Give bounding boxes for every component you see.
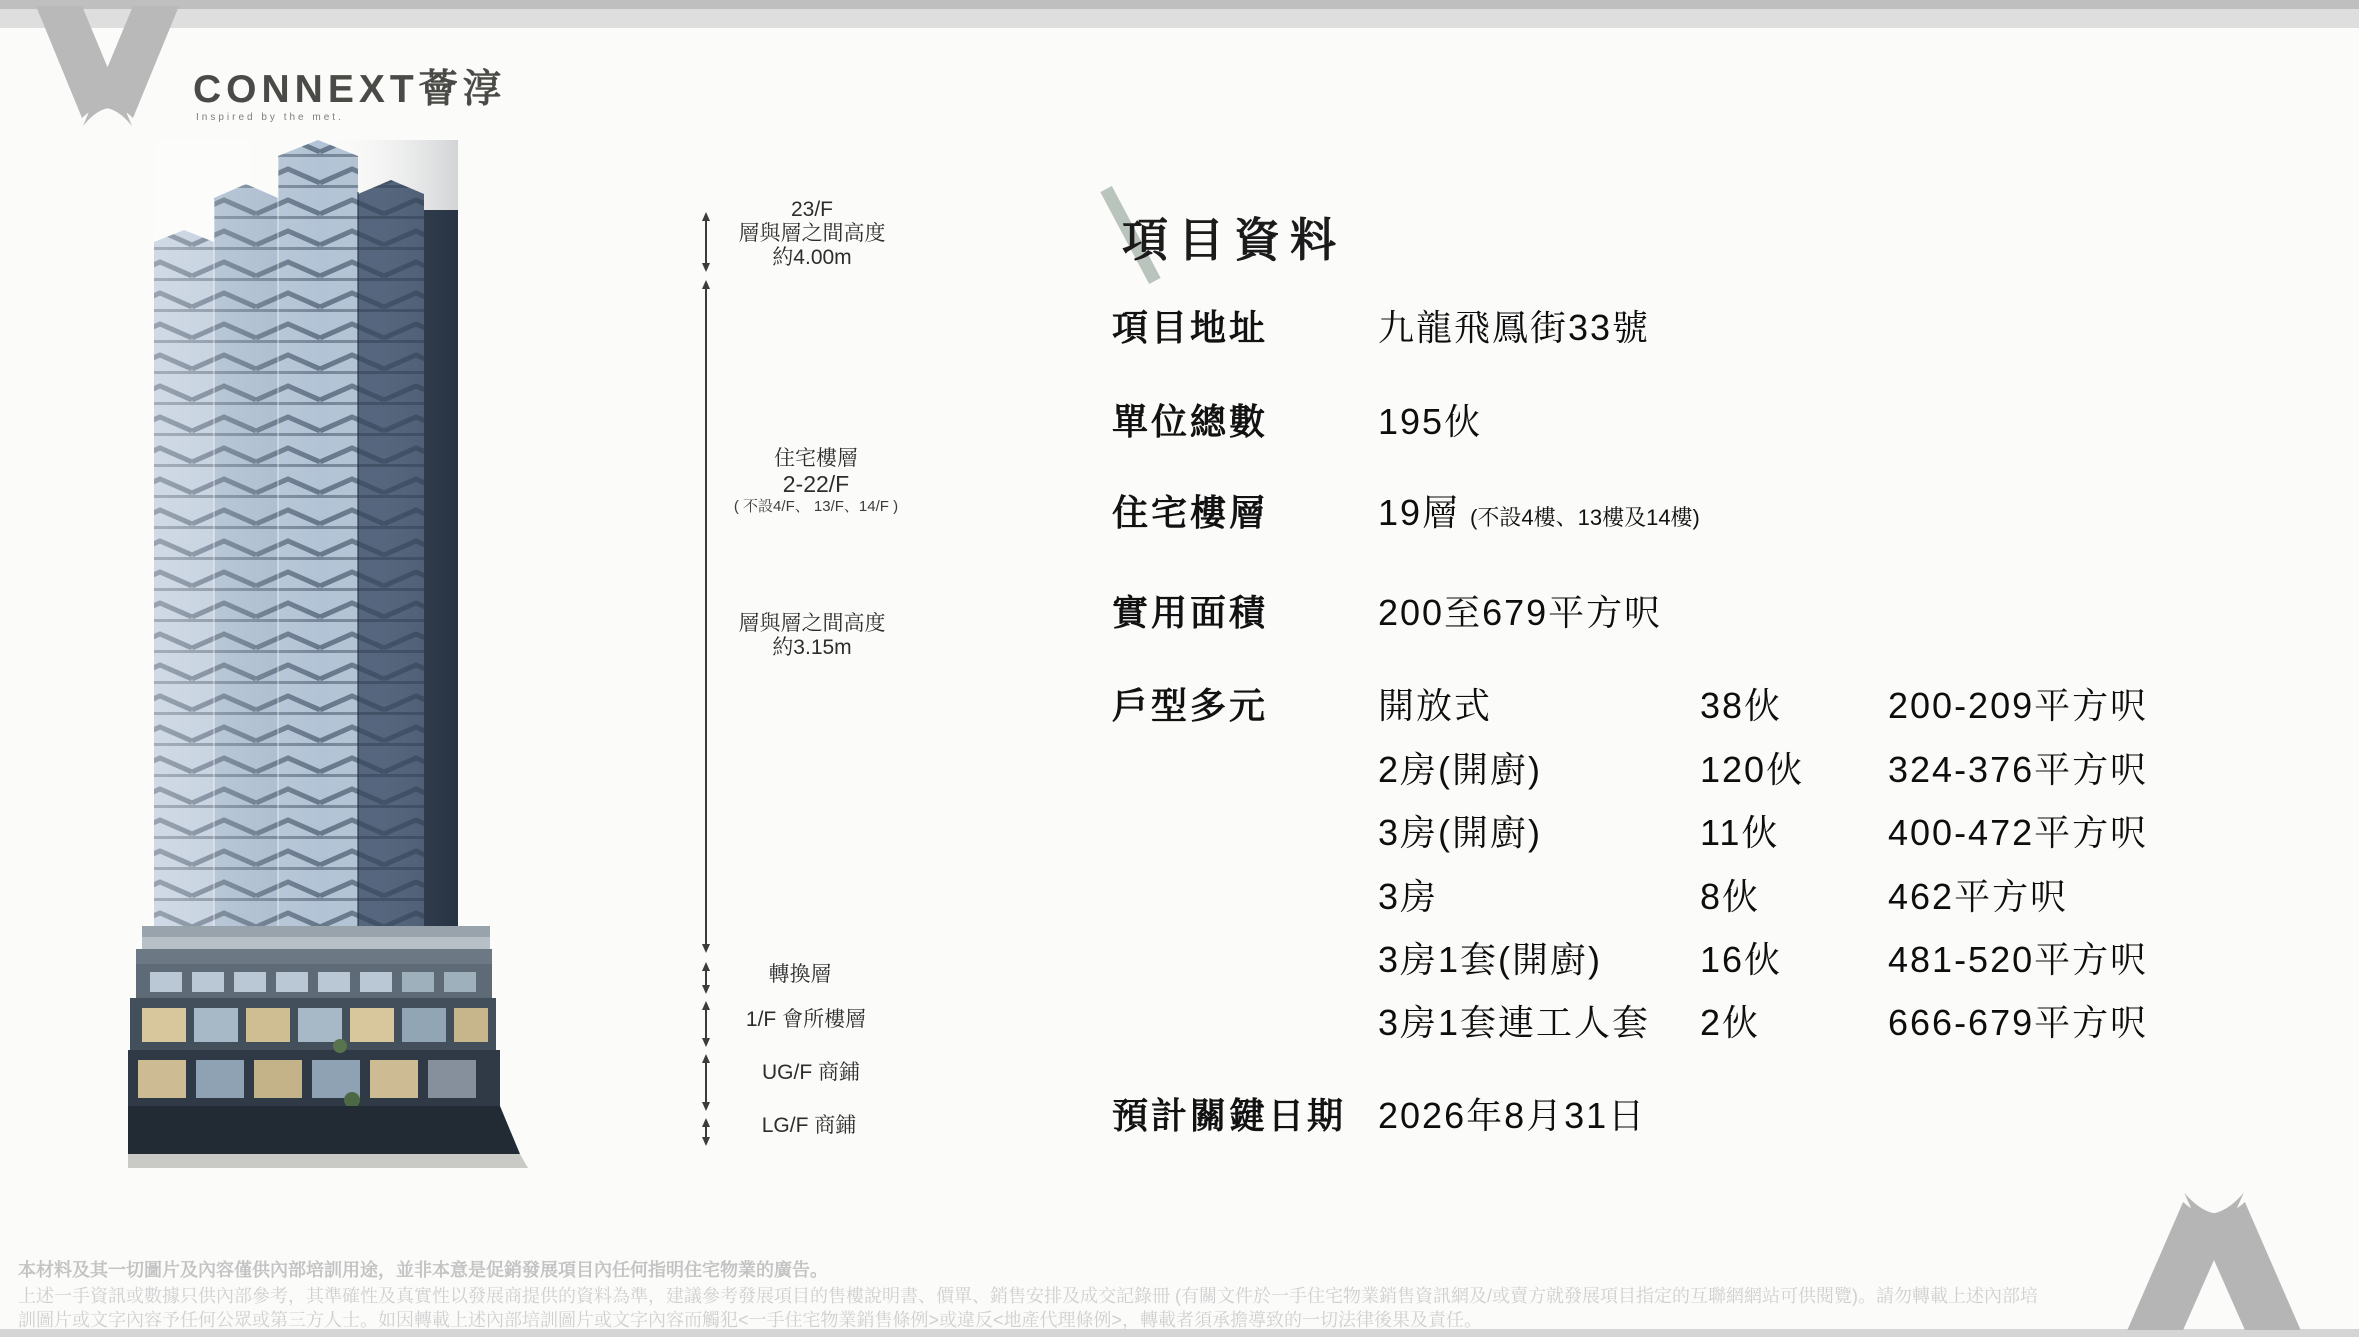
unit-size: 481-520平方呎 [1888, 939, 2149, 980]
top-edge-strip-light [0, 9, 2359, 28]
unit-type: 開放式 [1378, 685, 1493, 726]
unit-size: 666-679平方呎 [1888, 1002, 2149, 1043]
connext-logo-flipped-icon [2108, 1186, 2320, 1330]
annotation-line: 層與層之間高度 [738, 612, 886, 635]
elevation-label-clubhouse: 1/F 會所樓層 [745, 1008, 867, 1031]
info-row-label-area: 實用面積 [1112, 592, 1269, 633]
info-row-value-address: 九龍飛鳳街33號 [1378, 307, 1651, 348]
top-edge-strip [0, 0, 2359, 9]
brand-wordmark: CONNEXT薈淳 [193, 68, 507, 111]
building-rendering-image [128, 126, 528, 1176]
elevation-label-lgf: LG/F 商鋪 [761, 1114, 857, 1137]
elevation-annotation-floor-height [739, 612, 886, 660]
floors-value: 19層 [1378, 492, 1461, 533]
annotation-note: ( 不設4/F、 13/F、14/F ) [733, 498, 899, 515]
annotation-line: 約4.00m [772, 246, 852, 269]
elevation-dimension-line [699, 206, 713, 1151]
annotation-line: 2-22/F [782, 471, 850, 497]
info-row-label-address: 項目地址 [1112, 307, 1269, 348]
unit-size: 400-472平方呎 [1888, 812, 2149, 853]
annotation-line: 約3.15m [772, 636, 852, 659]
footer-disclaimer-line-1: 本材料及其一切圖片及內容僅供內部培訓用途，並非本意是促銷發展項目內任何指明住宅物業的廣告。 [18, 1260, 828, 1280]
info-row-value-area: 200至679平方呎 [1378, 592, 1663, 633]
footer-disclaimer-line-2: 上述一手資訊或數據只供內部參考，其準確性及真實性以發展商提供的資料為準，建議參考發展項目的售樓說明書、價單、銷售安排及成交記錄冊 (有關文件於一手住宅物業銷售資訊網及/或賣方就發展項目指定的互聯網網站可供閱覽)。請勿轉載上述內部培 [18, 1286, 2038, 1306]
unit-size: 462平方呎 [1888, 876, 2069, 917]
elevation-annotation-residential [734, 447, 898, 517]
unit-type: 3房(開廚) [1378, 812, 1542, 853]
annotation-line: 23/F [790, 198, 834, 221]
elevation-label-transfer: 轉換層 [768, 963, 832, 986]
unit-type: 3房 [1378, 876, 1439, 917]
unit-size: 324-376平方呎 [1888, 749, 2149, 790]
annotation-line: 住宅樓層 [773, 447, 858, 470]
elevation-annotation-23f [739, 198, 886, 270]
unit-count: 120伙 [1700, 749, 1805, 790]
info-row-label-unit-mix: 戶型多元 [1112, 685, 1269, 726]
annotation-line: 層與層之間高度 [738, 222, 886, 245]
unit-type: 3房1套連工人套 [1378, 1002, 1651, 1043]
unit-type: 3房1套(開廚) [1378, 939, 1603, 980]
footer-disclaimer-line-3: 訓圖片或文字內容予任何公眾或第三方人士。如因轉載上述內部培訓圖片或文字內容而觸犯<一手住宅物業銷售條例>或違反<地產代理條例>，轉載者須承擔導致的一切法律後果及責任。 [18, 1310, 1483, 1330]
unit-count: 11伙 [1700, 812, 1780, 853]
floors-note: (不設4樓、13樓及14樓) [1470, 505, 1700, 530]
page-title: 項目資料 [1122, 214, 1346, 266]
unit-count: 16伙 [1700, 939, 1783, 980]
connext-logo-icon [20, 6, 195, 132]
info-row-label-floors: 住宅樓層 [1112, 492, 1269, 533]
info-row-label-units: 單位總數 [1112, 401, 1269, 442]
info-row-value-units: 195伙 [1378, 401, 1483, 442]
unit-size: 200-209平方呎 [1888, 685, 2149, 726]
info-row-label-key-date: 預計關鍵日期 [1112, 1095, 1347, 1136]
info-row-value-floors [1378, 485, 1700, 536]
unit-count: 2伙 [1700, 1002, 1761, 1043]
elevation-label-ugf: UG/F 商鋪 [762, 1061, 860, 1084]
info-row-value-key-date: 2026年8月31日 [1378, 1095, 1647, 1136]
brand-tagline: Inspired by the met. [196, 112, 344, 123]
unit-count: 8伙 [1700, 876, 1761, 917]
unit-type: 2房(開廚) [1378, 749, 1542, 790]
unit-count: 38伙 [1700, 685, 1783, 726]
